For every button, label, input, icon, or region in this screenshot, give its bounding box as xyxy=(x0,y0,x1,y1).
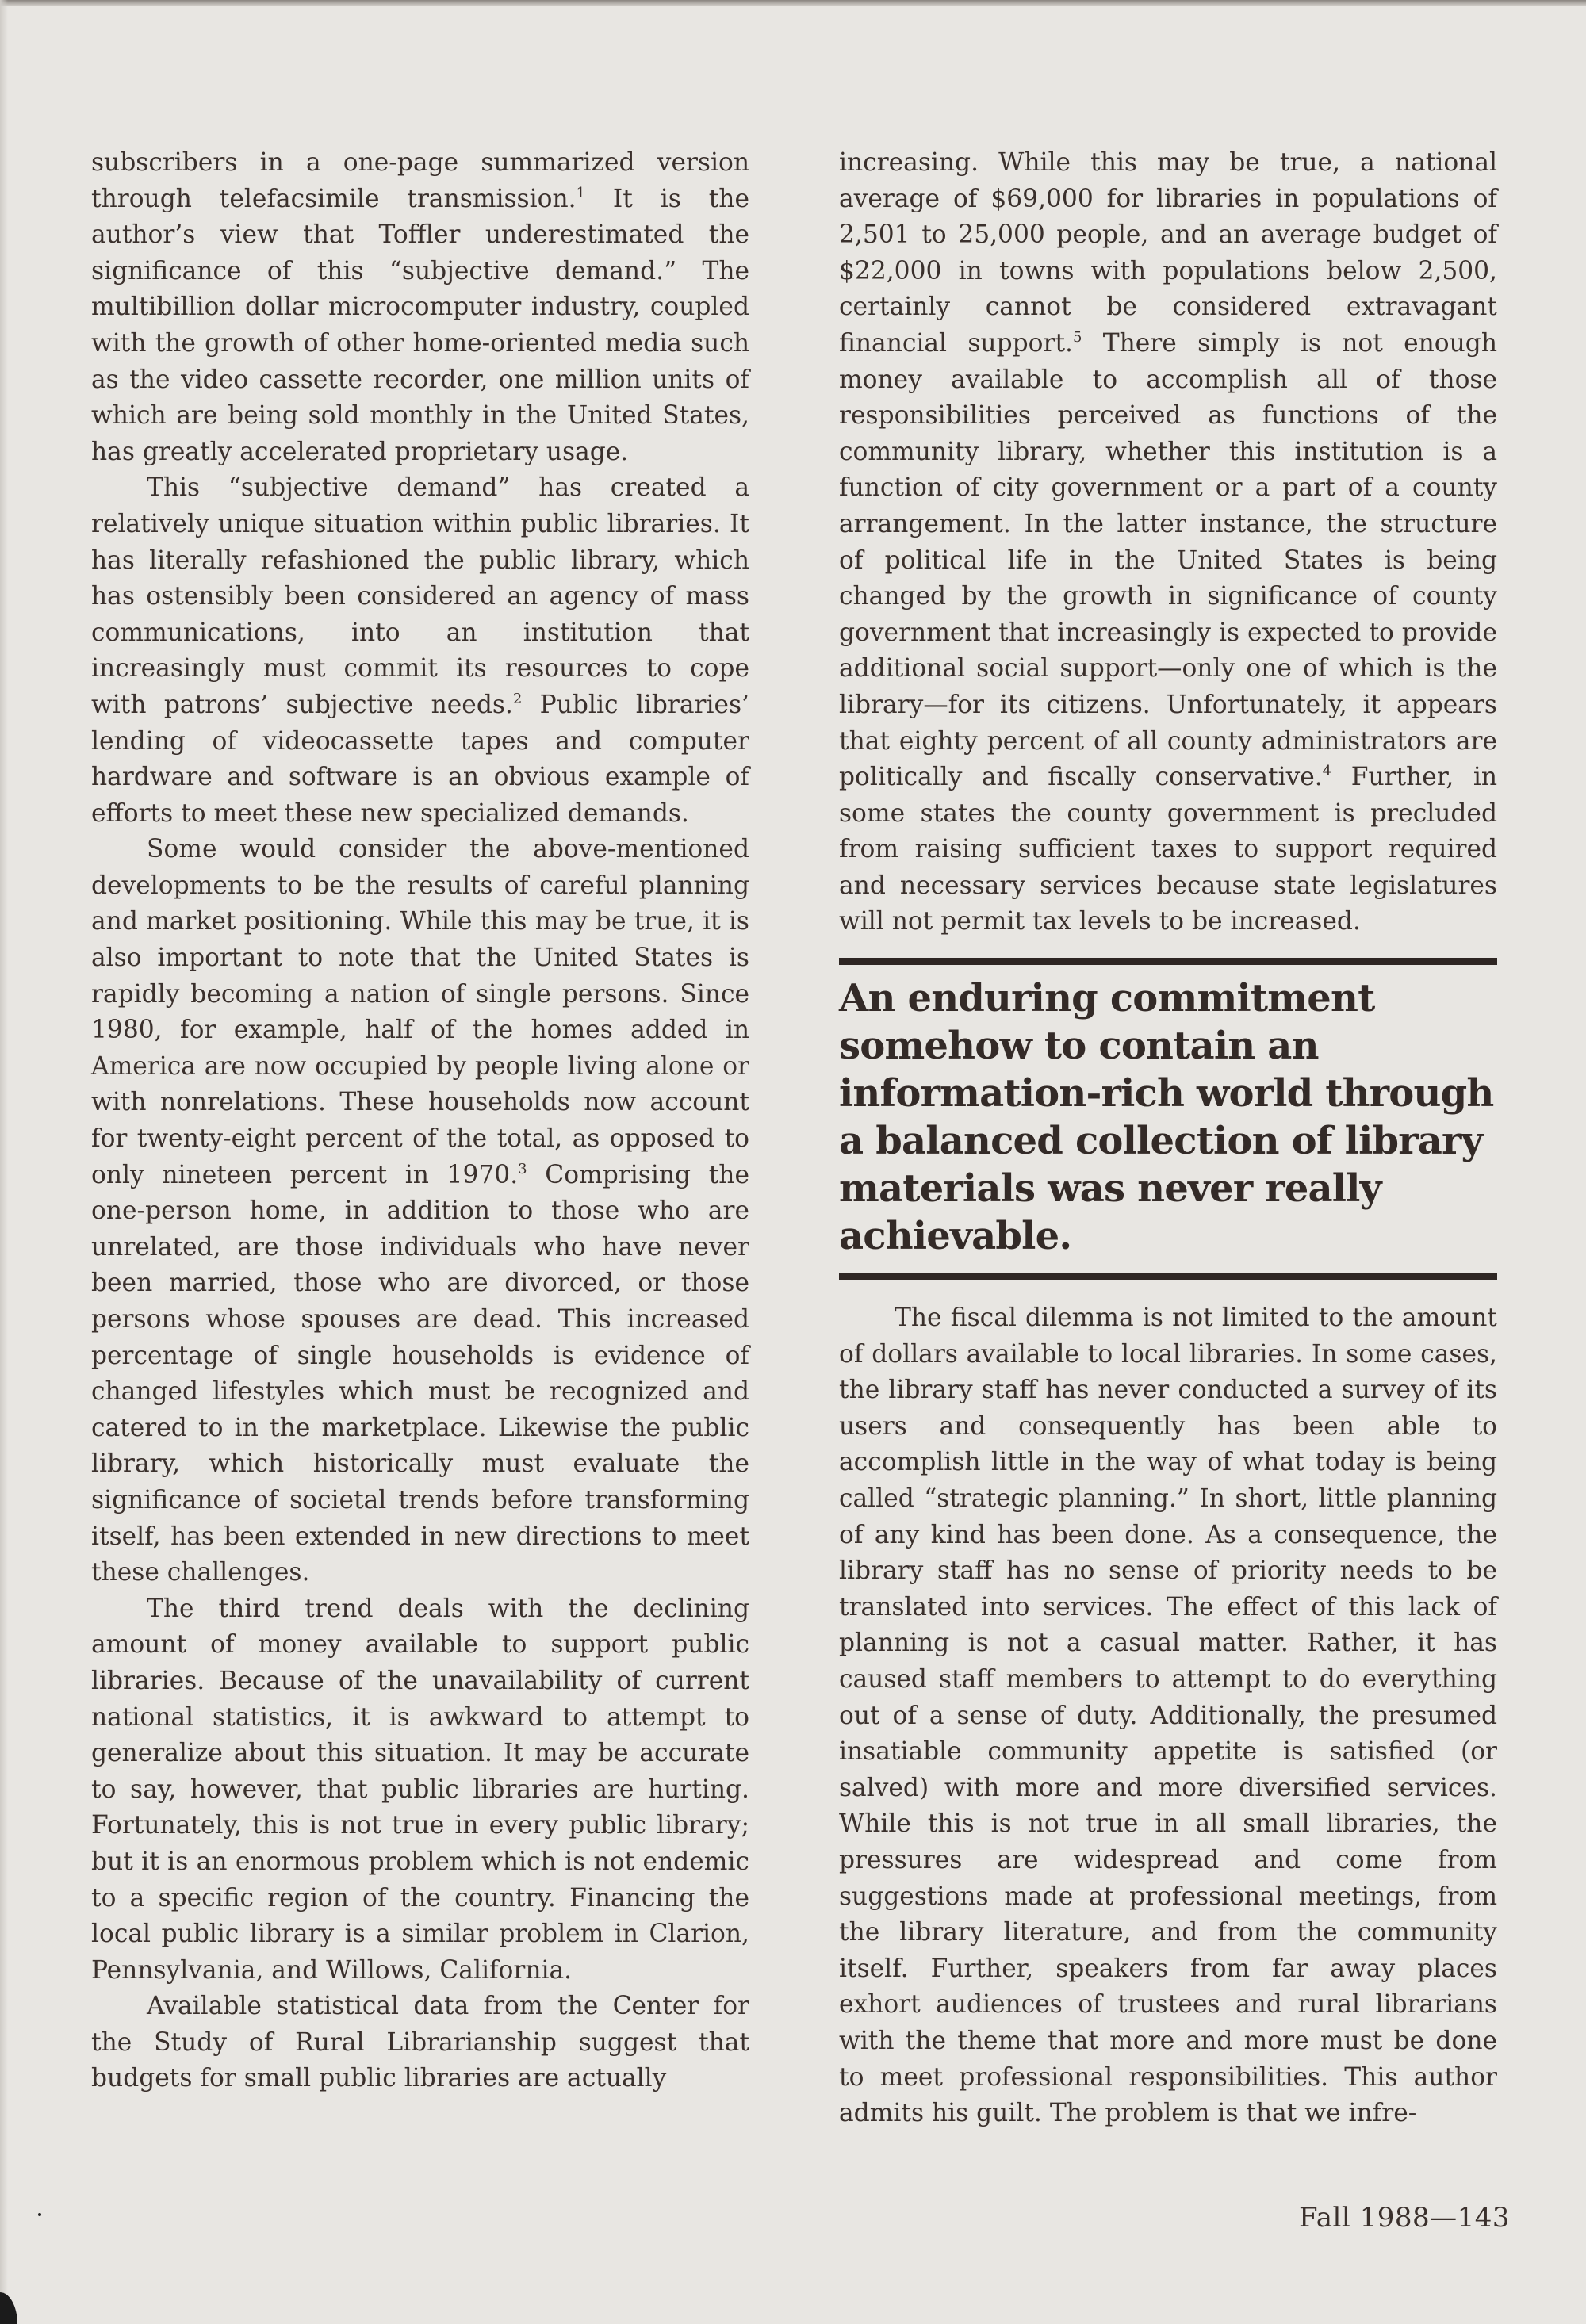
pull-quote xyxy=(839,958,1497,1280)
paragraph-text: The third trend deals with the declining amount of money available to support public libraries. Because of the unavailability of current national statistics, it is awkward to attempt to generalize about this situation. It may be accurate to say, however, that public libraries are hurting. Fortunately, this is not true in every public library; but it is an enormous problem which is not endemic to a specific region of the country. Financing the local public library is a similar problem in Clarion, Pennsylvania, and Willows, California. xyxy=(91,1594,749,1985)
paragraph-text: Further, in some states the county government is precluded from raising sufficient taxes to support required and necessary services because state legislatures will not permit tax levels to be increased. xyxy=(839,763,1497,936)
scan-speck xyxy=(38,2213,41,2216)
body-paragraph xyxy=(91,1989,749,2097)
body-paragraph xyxy=(91,1591,749,1989)
binding-shadow xyxy=(0,0,8,2324)
paragraph-text: Public libraries’ lending of videocassette tapes and computer hardware and software is an obvious example of efforts to meet these new specialized demands. xyxy=(91,690,750,828)
right-column-body-bottom xyxy=(839,1300,1497,2132)
page-top-edge xyxy=(0,0,1586,6)
paragraph-text: It is the author’s view that Toffler underestimated the significance of this “subjective demand.” The multibillion dollar microcomputer industry, coupled with the growth of other home-oriented media such as the video cassette recorder, one million units of which are being sold monthly in the United States, has greatly accelerated proprietary usage. xyxy=(91,184,749,466)
right-column xyxy=(839,145,1497,2132)
page-folio: Fall 1988—143 xyxy=(1298,2202,1510,2234)
paragraph-text: Comprising the one-person home, in addition to those who are unrelated, are those individuals who have never been married, those who are divorced, or those persons whose spouses are dead. This increased percentage of single households is evidence of changed lifestyles which must be recognized and catered to in the marketplace. Likewise the public library, which historically must evaluate the significance of societal trends before transforming itself, has been extended in new directions to meet these challenges. xyxy=(91,1160,749,1587)
scan-corner-shadow xyxy=(0,2292,17,2324)
footnote-marker: 4 xyxy=(1322,763,1332,780)
body-paragraph xyxy=(91,832,749,1591)
paragraph-text: increasing. While this may be true, a national average of $69,000 for libraries in populations of 2,501 to 25,000 people, and an average budget of $22,000 in towns with populations below 2,500, certainly cannot be considered extravagant financial support. xyxy=(839,148,1497,358)
body-paragraph xyxy=(91,145,749,470)
body-paragraph xyxy=(91,470,749,832)
left-column xyxy=(91,145,749,2097)
right-column-body-top xyxy=(839,145,1497,940)
footnote-marker: 5 xyxy=(1072,328,1082,346)
pull-quote-text: An enduring commitment somehow to contain an information-rich world through a balanced collection of library materials was never really achievable. xyxy=(839,976,1494,1259)
body-paragraph xyxy=(839,1300,1497,2132)
footnote-marker: 3 xyxy=(518,1160,527,1177)
paragraph-text: This “subjective demand” has created a relatively unique situation within public libraries. It has literally refashioned the public library, which has ostensibly been considered an agency of mass communications, into an institution that increasingly must commit its resources to cope with patrons’ subjective needs. xyxy=(91,473,749,719)
paragraph-text: The fiscal dilemma is not limited to the amount of dollars available to local libraries. In some cases, the library staff has never conducted a survey of its users and consequently has been able to accomplish little in the way of what today is being called “strategic planning.” In short, little planning of any kind has been done. As a consequence, the library staff has no sense of priority needs to be translated into services. The effect of this lack of planning is not a casual matter. Rather, it has caused staff members to attempt to do everything out of a sense of duty. Additionally, the presumed insatiable community appetite is satisfied (or salved) with more and more diversified services. While this is not true in all small libraries, the pressures are widespread and come from suggestions made at professional meetings, from the library literature, and from the community itself. Further, speakers from far away places exhort audiences of trustees and rural librarians with the theme that more and more must be done to meet professional responsibilities. This author admits his guilt. The problem is that we infre- xyxy=(839,1304,1497,2128)
paragraph-text: Available statistical data from the Center for the Study of Rural Librarianship suggest that budgets for small public libraries are actually xyxy=(91,1992,749,2093)
footnote-marker: 2 xyxy=(512,690,523,707)
footnote-marker: 1 xyxy=(576,184,586,201)
paragraph-text: There simply is not enough money available to accomplish all of those responsibilities perceived as functions of the community library, whether this institution is a function of city government or a part of a county arrangement. In the latter instance, the structure of political life in the United States is being changed by the growth in significance of county government that increasingly is expected to provide additional social support—only one of which is the library—for its citizens. Unfortunately, it appears that eighty percent of all county administrators are politically and fiscally conservative. xyxy=(839,328,1497,792)
paragraph-text: Some would consider the above-mentioned developments to be the results of careful planning and market positioning. While this may be true, it is also important to note that the United States is rapidly becoming a nation of single persons. Since 1980, for example, half of the homes added in America are now occupied by people living alone or with nonrelations. These households now account for twenty-eight percent of the total, as opposed to only nineteen percent in 1970. xyxy=(91,835,749,1189)
paragraph-text: subscribers in a one-page summarized version through telefacsimile transmission. xyxy=(91,148,749,213)
body-paragraph xyxy=(839,145,1497,940)
